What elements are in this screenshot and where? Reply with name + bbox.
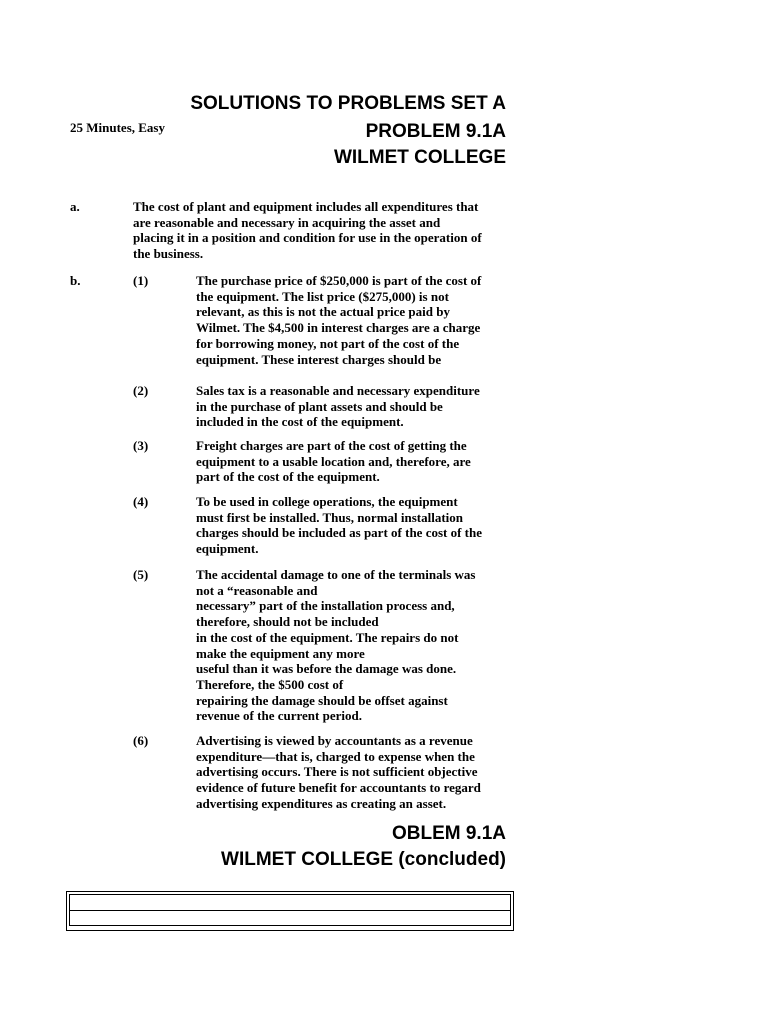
item-number: (3) (133, 438, 149, 453)
item-4-text (196, 494, 482, 557)
text-line: placing it in a position and condition for use in the operation of (133, 230, 482, 246)
text-line: not a “reasonable and (196, 582, 318, 598)
item-6-text (196, 733, 481, 812)
text-line: equipment. These interest charges should be (196, 351, 442, 367)
text-line: Advertising is viewed by accountants as a revenue (196, 733, 473, 748)
text-line: advertising occurs. There is not sufficient objective (196, 764, 478, 780)
item-number: (6) (133, 733, 149, 748)
text-line: relevant, as this is not the actual price paid by (196, 304, 450, 320)
text-line: the equipment. The list price ($275,000) is not (196, 288, 449, 304)
table-row-divider (70, 910, 510, 911)
item-number: (4) (133, 494, 149, 509)
continued-problem-heading: OBLEM 9.1A (391, 823, 506, 844)
text-line: are reasonable and necessary in acquiring the asset and (133, 214, 441, 230)
text-line: useful than it was before the damage was done. (196, 661, 457, 677)
text-line: the business. (133, 246, 204, 262)
part-a-label: a. (70, 199, 80, 214)
text-line: expenditure—that is, charged to expense when the (196, 748, 475, 764)
text-line: To be used in college operations, the equipment (196, 494, 458, 509)
text-line: equipment to a usable location and, therefore, are (196, 453, 471, 469)
part-b-label: b. (70, 273, 81, 288)
text-line: necessary” part of the installation process and, (196, 598, 455, 614)
text-line: equipment. (196, 541, 259, 557)
table-frame (66, 891, 514, 931)
text-line: repairing the damage should be offset against (196, 692, 448, 708)
item-1-text (196, 273, 481, 367)
text-line: in the purchase of plant assets and should be (196, 398, 443, 414)
text-line: revenue of the current period. (196, 708, 362, 724)
company-heading: WILMET COLLEGE (333, 147, 506, 168)
text-line: Freight charges are part of the cost of getting the (196, 438, 467, 453)
problem-heading: PROBLEM 9.1A (365, 121, 506, 142)
part-a-text (133, 199, 482, 262)
text-line: make the equipment any more (196, 645, 365, 661)
text-line: must first be installed. Thus, normal installation (196, 509, 464, 525)
item-number: (2) (133, 383, 149, 398)
item-number: (1) (133, 273, 149, 288)
text-line: advertising expenditures as creating an asset. (196, 795, 447, 811)
text-line: The purchase price of $250,000 is part of the cost of (196, 273, 482, 288)
item-2-text (196, 383, 480, 430)
continued-company-heading: WILMET COLLEGE (concluded) (221, 849, 506, 870)
time-difficulty: 25 Minutes, Easy (70, 120, 165, 135)
item-5-text (196, 567, 475, 724)
page-title: SOLUTIONS TO PROBLEMS SET A (190, 93, 506, 114)
text-line: in the cost of the equipment. The repairs do not (196, 629, 459, 645)
text-line: Wilmet. The $4,500 in interest charges are a charge (196, 320, 481, 336)
table-inner (69, 894, 511, 926)
text-line: The accidental damage to one of the terminals was (196, 567, 476, 582)
text-line: included in the cost of the equipment. (196, 414, 404, 430)
text-line: charges should be included as part of the cost of the (196, 525, 483, 541)
item-3-text (196, 438, 471, 485)
text-line: evidence of future benefit for accountants to regard (196, 780, 481, 796)
text-line: Sales tax is a reasonable and necessary expenditure (196, 383, 480, 398)
text-line: Therefore, the $500 cost of (196, 676, 344, 692)
item-number: (5) (133, 567, 149, 582)
text-line: therefore, should not be included (196, 614, 379, 630)
text-line: part of the cost of the equipment. (196, 469, 380, 485)
text-line: The cost of plant and equipment includes all expenditures that (133, 199, 479, 214)
text-line: for borrowing money, not part of the cost of the (196, 335, 460, 351)
